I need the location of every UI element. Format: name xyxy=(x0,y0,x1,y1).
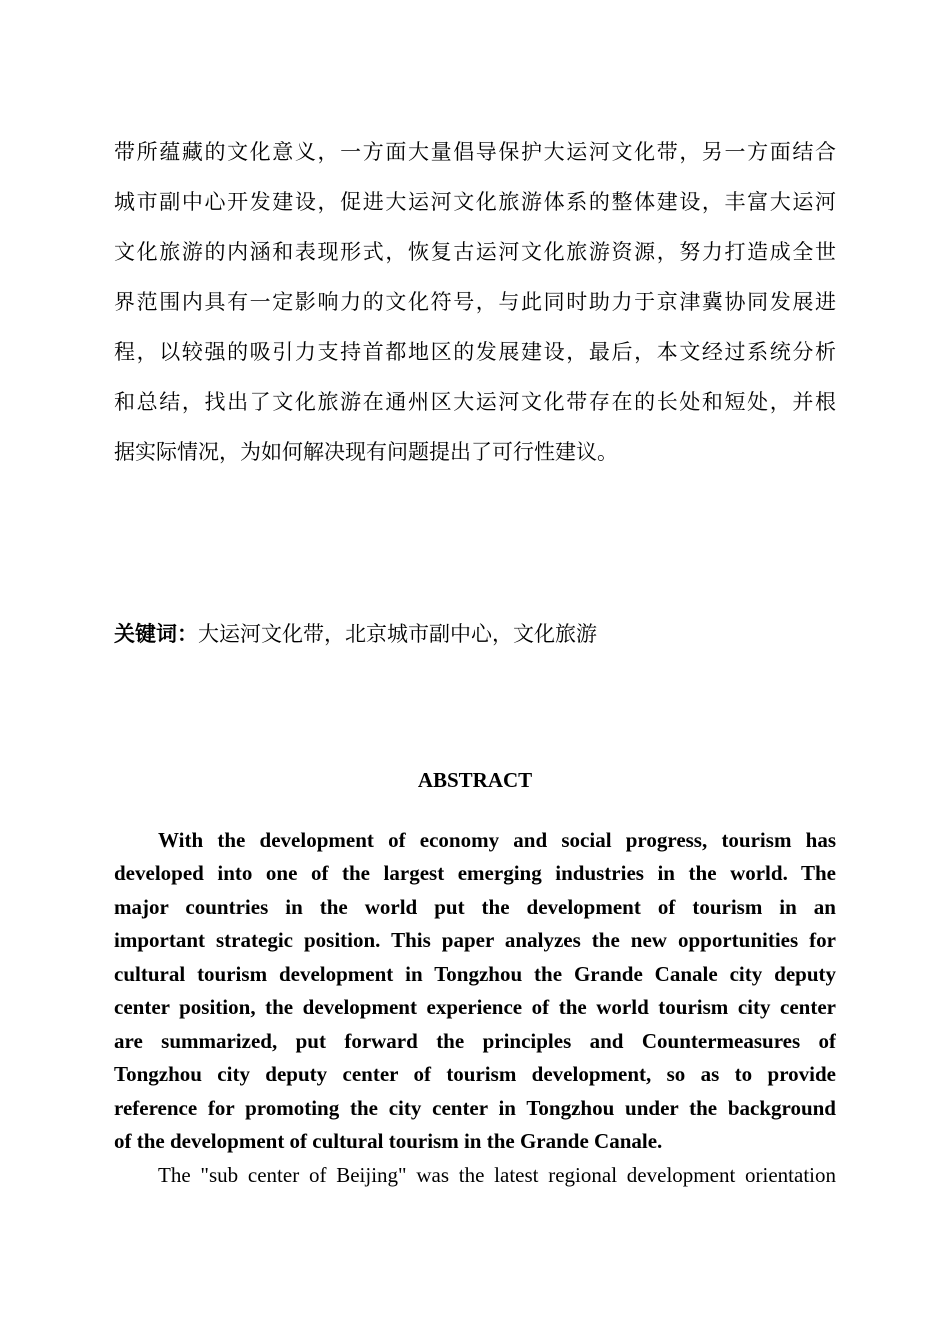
keywords-text: 大运河文化带，北京城市副中心，文化旅游 xyxy=(198,622,597,646)
english-abstract-line: are summarized, put forward the principles and Countermeasures of xyxy=(114,1029,836,1053)
english-abstract-line: Tongzhou city deputy center of tourism development, so as to provide xyxy=(114,1062,836,1086)
english-abstract-line: The "sub center of Beijing" was the latest regional development orientation xyxy=(158,1163,836,1187)
chinese-abstract-line: 界范围内具有一定影响力的文化符号，与此同时助力于京津冀协同发展进 xyxy=(114,290,836,314)
abstract-title: ABSTRACT xyxy=(417,768,533,792)
chinese-abstract-line: 带所蕴藏的文化意义，一方面大量倡导保护大运河文化带，另一方面结合 xyxy=(114,140,836,164)
english-abstract-line: developed into one of the largest emerging industries in the world. The xyxy=(114,861,836,885)
english-abstract-line: cultural tourism development in Tongzhou the Grande Canale city deputy xyxy=(114,962,836,986)
chinese-abstract-line: 文化旅游的内涵和表现形式，恢复古运河文化旅游资源，努力打造成全世 xyxy=(114,240,836,264)
english-abstract-line: With the development of economy and social progress, tourism has xyxy=(158,828,836,852)
keywords-line xyxy=(114,620,836,648)
chinese-abstract-line: 城市副中心开发建设，促进大运河文化旅游体系的整体建设，丰富大运河 xyxy=(114,190,836,214)
chinese-abstract-line: 程，以较强的吸引力支持首都地区的发展建设，最后，本文经过系统分析 xyxy=(114,340,836,364)
english-abstract-line: center position, the development experience of the world tourism city center xyxy=(114,995,836,1019)
keywords-label: 关键词： xyxy=(114,622,198,646)
chinese-abstract-line: 据实际情况，为如何解决现有问题提出了可行性建议。 xyxy=(114,440,618,464)
chinese-abstract-line: 和总结，找出了文化旅游在通州区大运河文化带存在的长处和短处，并根 xyxy=(114,390,836,414)
english-abstract-line: major countries in the world put the development of tourism in an xyxy=(114,895,836,919)
english-abstract-line: important strategic position. This paper analyzes the new opportunities for xyxy=(114,928,836,952)
english-abstract-line: of the development of cultural tourism in the Grande Canale. xyxy=(114,1129,663,1153)
english-abstract-line: reference for promoting the city center in Tongzhou under the background xyxy=(114,1096,836,1120)
